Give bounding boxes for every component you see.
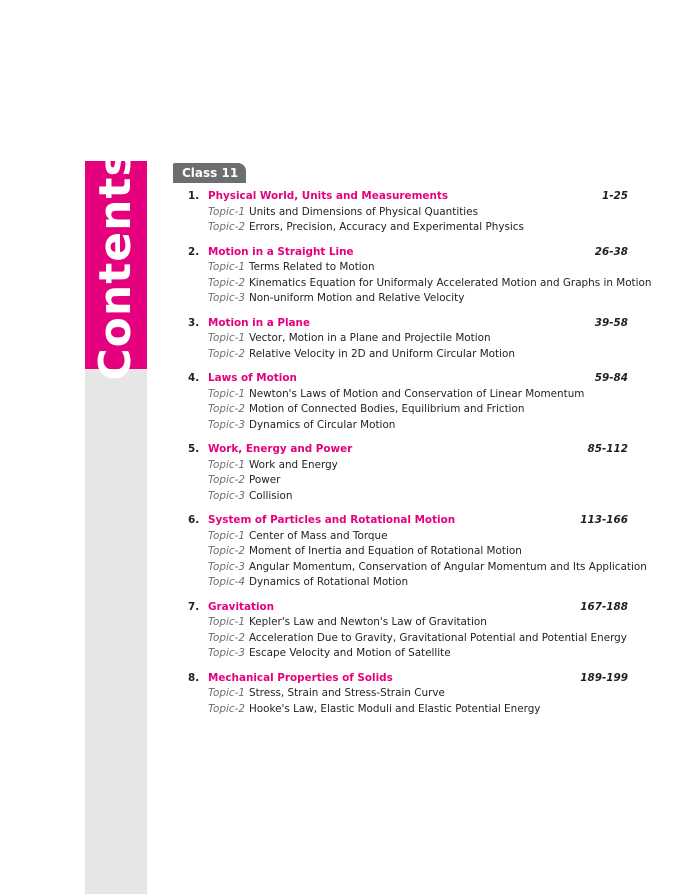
topic-title: Work and Energy (248, 458, 338, 471)
topic-title: Newton's Laws of Motion and Conservation of Linear Momentum (248, 387, 585, 400)
chapter-entry (173, 600, 628, 662)
chapter-title[interactable]: Motion in a Plane (208, 316, 310, 329)
chapter-number: 3. (188, 316, 200, 329)
topic-entry[interactable] (173, 631, 628, 647)
topic-title: Motion of Connected Bodies, Equilibrium and Friction (248, 403, 525, 415)
chapter-title[interactable]: Gravitation (208, 600, 275, 613)
chapter-number: 8. (188, 671, 200, 684)
topic-label: Topic-2 (208, 403, 245, 415)
topic-entry[interactable] (173, 260, 628, 276)
topic-title: Dynamics of Rotational Motion (248, 576, 409, 588)
topic-entry[interactable] (173, 205, 628, 221)
topic-label: Topic-1 (208, 529, 245, 542)
chapter-title[interactable]: Laws of Motion (208, 372, 297, 384)
topic-title: Terms Related to Motion (248, 261, 375, 273)
chapter-number: 6. (188, 514, 200, 526)
chapter-number: 7. (188, 600, 200, 613)
topic-title: Power (248, 474, 281, 486)
sidebar-band (85, 149, 147, 894)
topic-label: Topic-3 (208, 489, 245, 502)
chapter-entry (173, 442, 628, 504)
topic-label: Topic-1 (208, 261, 245, 273)
contents-title: Contents (90, 149, 141, 381)
topic-title: Relative Velocity in 2D and Uniform Circular Motion (248, 347, 515, 360)
chapter-heading[interactable] (173, 442, 628, 458)
topic-title: Kinematics Equation for Uniformaly Accelerated Motion and Graphs in Motion (248, 276, 652, 289)
topic-label: Topic-2 (208, 347, 245, 360)
chapter-pages: 59-84 (594, 372, 628, 384)
chapter-title[interactable]: Work, Energy and Power (208, 443, 353, 455)
topic-title: Units and Dimensions of Physical Quantities (248, 205, 478, 218)
toc (173, 162, 652, 726)
topic-entry[interactable] (173, 560, 647, 576)
topic-label: Topic-2 (208, 221, 245, 233)
topic-label: Topic-1 (208, 387, 245, 400)
topic-title: Hooke's Law, Elastic Moduli and Elastic Potential Energy (248, 702, 541, 715)
chapter-heading[interactable] (173, 600, 628, 616)
topic-title: Dynamics of Circular Motion (248, 418, 396, 431)
topic-entry[interactable] (173, 473, 628, 489)
topic-label: Topic-3 (208, 647, 245, 659)
topic-entry[interactable] (173, 291, 628, 307)
topic-entry[interactable] (173, 575, 628, 591)
chapter-heading[interactable] (173, 513, 628, 529)
topic-title: Angular Momentum, Conservation of Angular Momentum and Its Application (248, 560, 647, 573)
topic-entry[interactable] (173, 646, 628, 662)
chapter-heading[interactable] (173, 245, 628, 261)
topic-label: Topic-2 (208, 631, 245, 644)
topic-entry[interactable] (173, 489, 628, 505)
chapter-heading[interactable] (173, 189, 628, 205)
topic-label: Topic-2 (208, 474, 245, 486)
chapter-pages: 85-112 (587, 443, 628, 455)
chapter-pages: 113-166 (580, 514, 628, 526)
topic-title: Escape Velocity and Motion of Satellite (248, 647, 451, 659)
chapter-heading[interactable] (173, 371, 628, 387)
chapter-title[interactable]: Mechanical Properties of Solids (208, 671, 393, 684)
topic-title: Errors, Precision, Accuracy and Experimental Physics (248, 221, 524, 233)
chapter-title[interactable]: System of Particles and Rotational Motion (208, 514, 456, 526)
chapter-heading[interactable] (173, 671, 628, 687)
chapter-number: 1. (188, 190, 200, 202)
topic-label: Topic-2 (208, 545, 245, 557)
topic-label: Topic-3 (208, 560, 245, 573)
chapter-list (173, 189, 652, 717)
topic-label: Topic-1 (208, 205, 245, 218)
topic-label: Topic-4 (208, 576, 245, 588)
topic-entry[interactable] (173, 347, 628, 363)
topic-entry[interactable] (173, 686, 628, 702)
chapter-pages: 1-25 (601, 190, 628, 202)
topic-entry[interactable] (173, 529, 628, 545)
chapter-entry (173, 189, 628, 236)
topic-entry[interactable] (173, 458, 628, 474)
topic-entry[interactable] (173, 276, 652, 292)
chapter-number: 5. (188, 443, 200, 455)
topic-title: Collision (248, 489, 293, 502)
chapter-entry (173, 245, 652, 307)
contents-tab (85, 149, 147, 381)
topic-entry[interactable] (173, 331, 628, 347)
chapter-entry (173, 371, 628, 433)
chapter-entry (173, 513, 647, 591)
chapter-entry (173, 316, 628, 363)
topic-title: Moment of Inertia and Equation of Rotational Motion (248, 545, 522, 557)
topic-title: Non-uniform Motion and Relative Velocity (248, 292, 465, 304)
topic-entry[interactable] (173, 387, 628, 403)
topic-label: Topic-1 (208, 687, 245, 699)
chapter-number: 2. (188, 245, 200, 258)
chapter-pages: 39-58 (594, 316, 628, 329)
topic-entry[interactable] (173, 418, 628, 434)
topic-entry[interactable] (173, 220, 628, 236)
topic-entry[interactable] (173, 544, 628, 560)
topic-label: Topic-3 (208, 292, 245, 304)
chapter-pages: 26-38 (594, 245, 628, 258)
topic-title: Kepler's Law and Newton's Law of Gravitation (248, 616, 487, 628)
chapter-title[interactable]: Physical World, Units and Measurements (208, 190, 449, 202)
topic-entry[interactable] (173, 402, 628, 418)
topic-title: Vector, Motion in a Plane and Projectile Motion (248, 332, 491, 344)
topic-label: Topic-1 (208, 458, 245, 471)
topic-label: Topic-2 (208, 276, 245, 289)
chapter-number: 4. (188, 372, 200, 384)
topic-label: Topic-2 (208, 702, 245, 715)
chapter-heading[interactable] (173, 316, 628, 332)
topic-title: Center of Mass and Torque (248, 529, 388, 542)
topic-entry[interactable] (173, 702, 628, 718)
topic-title: Stress, Strain and Stress-Strain Curve (248, 687, 445, 699)
topic-title: Acceleration Due to Gravity, Gravitational Potential and Potential Energy (248, 631, 627, 644)
chapter-pages: 167-188 (580, 600, 628, 613)
topic-label: Topic-1 (208, 332, 245, 344)
topic-label: Topic-1 (208, 616, 245, 628)
topic-entry[interactable] (173, 615, 628, 631)
chapter-title[interactable]: Motion in a Straight Line (208, 245, 354, 258)
chapter-pages: 189-199 (580, 671, 628, 684)
class-badge: Class 11 (173, 163, 246, 183)
topic-label: Topic-3 (208, 418, 245, 431)
chapter-entry (173, 671, 628, 718)
